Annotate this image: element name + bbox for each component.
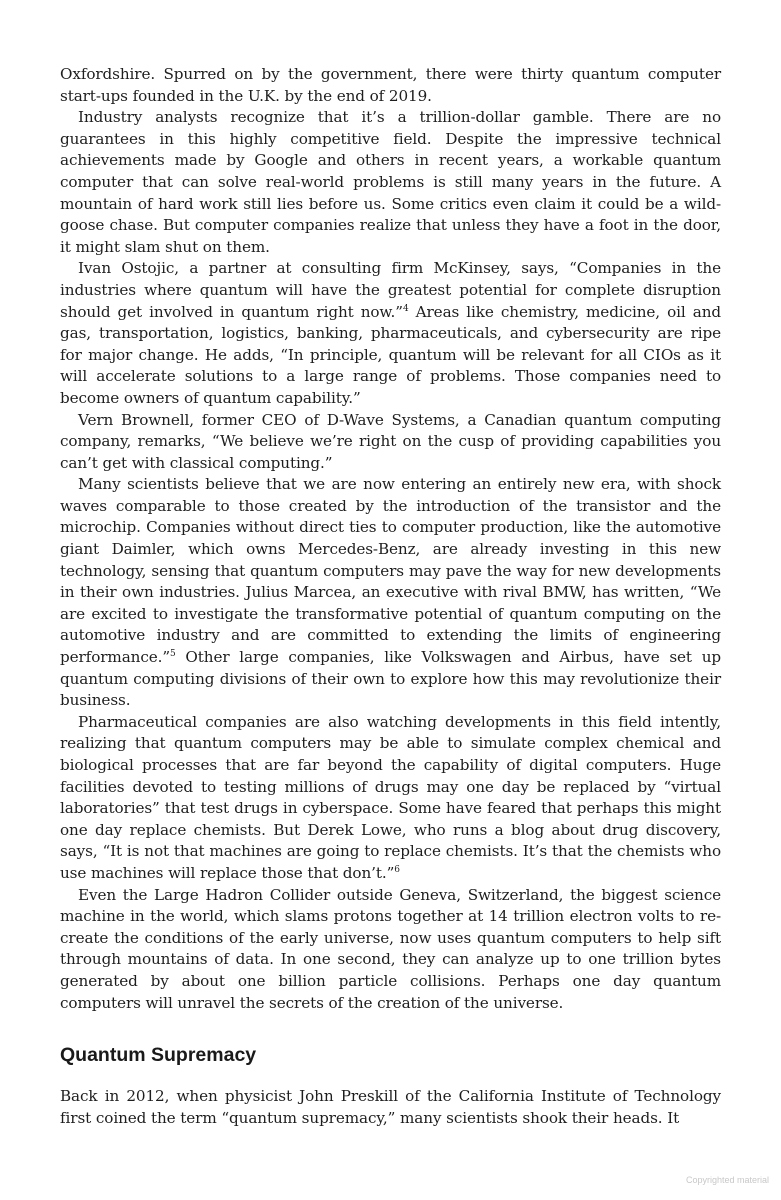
paragraph-text-continued: Other large companies, like Volkswagen and Airbus, have set up quantum computing divisions of their own to explore how this may revolutionize their business. [60,648,721,710]
paragraph-8 [60,1086,721,1129]
section-heading: Quantum Supremacy [60,1044,257,1067]
paragraph-text: Oxfordshire. Spurred on by the government, there were thirty quantum computer start-ups founded in the U.K. by the end of 2019. [60,65,721,105]
paragraph-text-continued: Areas like chemistry, medicine, oil and gas, transportation, logistics, banking, pharmaceuticals, and cybersecurity are ripe for major change. He adds, “In principle, quantum will be relevant for all CIOs as it will accelerate solutions to a large range of problems. Those companies need to become owners of quantum capability.” [60,302,721,407]
copyright-watermark: Copyrighted material [685,1175,769,1185]
paragraph-2 [60,107,721,258]
book-page [60,64,721,1129]
paragraph-text: Back in 2012, when physicist John Preskill of the California Institute of Technology first coined the term “quantum supremacy,” many scientists shook their heads. It [60,1087,721,1127]
paragraph-7 [60,885,721,1015]
paragraph-text: Vern Brownell, former CEO of D-Wave Systems, a Canadian quantum computing company, remarks, “We believe we’re right on the cusp of providing capabilities you can’t get with classical computing.” [60,410,721,472]
paragraph-text: Many scientists believe that we are now entering an entirely new era, with shock waves comparable to those created by the introduction of the transistor and the microchip. Companies without direct ties to computer production, like the automotive giant Daimler, which owns Mercedes-Benz, are already investing in this new technology, sensing that quantum computers may pave the way for new developments in their own industries. Julius Marcea, an executive with rival BMW, has written, “We are excited to investigate the transformative potential of quantum computing on the automotive industry and are committed to extending the limits of engineering performance.” [60,475,721,667]
paragraph-text: Pharmaceutical companies are also watching developments in this field intently, realizing that quantum computers may be able to simulate complex chemical and biological processes that are far beyond the capability of digital computers. Huge facilities devoted to testing millions of drugs may one day be replaced by “virtual laboratories” that test drugs in cyberspace. Some have feared that perhaps this might one day replace chemists. But Derek Lowe, who runs a blog about drug discovery, says, “It is not that machines are going to replace chemists. It’s that the chemists who use machines will replace those that don’t.” [60,712,721,882]
footnote-marker: 5 [170,649,176,660]
paragraph-text: Industry analysts recognize that it’s a trillion-dollar gamble. There are no guarantees in this highly competitive field. Despite the impressive technical achievements made by Google and others in recent years, a workable quantum computer that can solve real-world problems is still many years in the future. A mountain of hard work still lies before us. Some critics even claim it could be a wild-goose chase. But computer companies realize that unless they have a foot in the door, it might slam shut on them. [60,108,721,256]
paragraph-3 [60,258,721,409]
paragraph-4 [60,410,721,475]
paragraph-text: Ivan Ostojic, a partner at consulting firm McKinsey, says, “Companies in the industries where quantum will have the greatest potential for complete disruption should get involved in quantum right now.” [60,259,721,321]
paragraph-6 [60,712,721,885]
paragraph-5 [60,474,721,712]
paragraph-1 [60,64,721,107]
footnote-marker: 6 [394,864,400,875]
paragraph-text: Even the Large Hadron Collider outside Geneva, Switzerland, the biggest science machine in the world, which slams protons together at 14 trillion electron volts to re-create the conditions of the early universe, now uses quantum computers to help sift through mountains of data. In one second, they can analyze up to one trillion bytes generated by about one billion particle collisions. Perhaps one day quantum computers will unravel the secrets of the creation of the universe. [60,885,721,1012]
footnote-marker: 4 [402,303,409,314]
